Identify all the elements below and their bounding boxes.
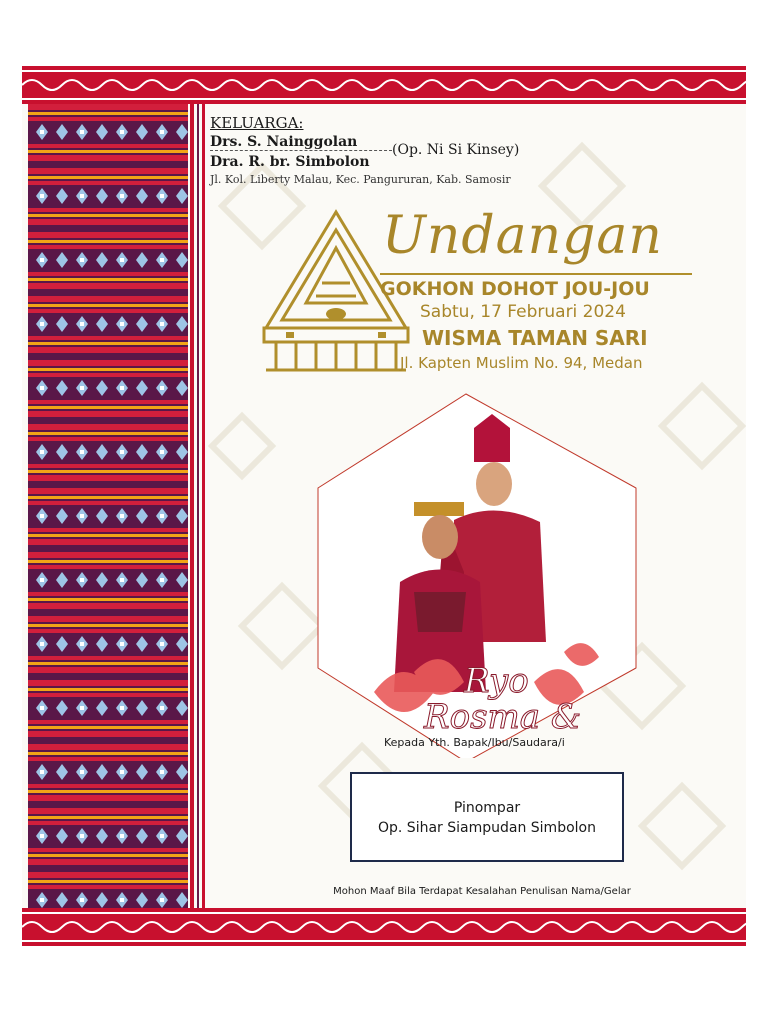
event-subtitle: GOKHON DOHOT JOU-JOU [380,278,650,300]
recipient-label: Kepada Yth. Bapak/Ibu/Saudara/i [384,736,565,749]
top-ulos-band [22,66,746,104]
family-title: KELUARGA: [210,114,304,132]
event-date: Sabtu, 17 Februari 2024 [420,302,626,322]
footer-note: Mohon Maaf Bila Terdapat Kesalahan Penulisan Nama/Gelar [333,886,631,897]
invitation-title: Undangan [382,206,663,266]
family-name-1: Drs. S. Nainggolan [210,134,358,150]
title-underline [380,273,692,275]
dash-divider [210,150,392,151]
recipient-line1: Pinompar [453,800,521,816]
couple-name-line1: Ryo [464,661,529,701]
family-name-2: Dra. R. br. Simbolon [210,154,370,170]
couple-name-line2: Rosma & [424,697,582,737]
ulos-pattern-panel [28,104,188,908]
recipient-line2: Op. Sihar Siampudan Simbolon [378,820,596,836]
bottom-ulos-band [22,908,746,946]
couple-photo [314,392,644,758]
family-address: Jl. Kol. Liberty Malau, Kec. Pangururan, Kab. Samosir [210,173,511,186]
event-venue: WISMA TAMAN SARI [422,326,648,350]
event-address: Jl. Kapten Muslim No. 94, Medan [400,354,643,372]
invitation-card [22,66,746,946]
ulos-border-stripe [188,104,208,908]
recipient-box [350,772,624,862]
family-honorific: (Op. Ni Si Kinsey) [392,142,520,158]
